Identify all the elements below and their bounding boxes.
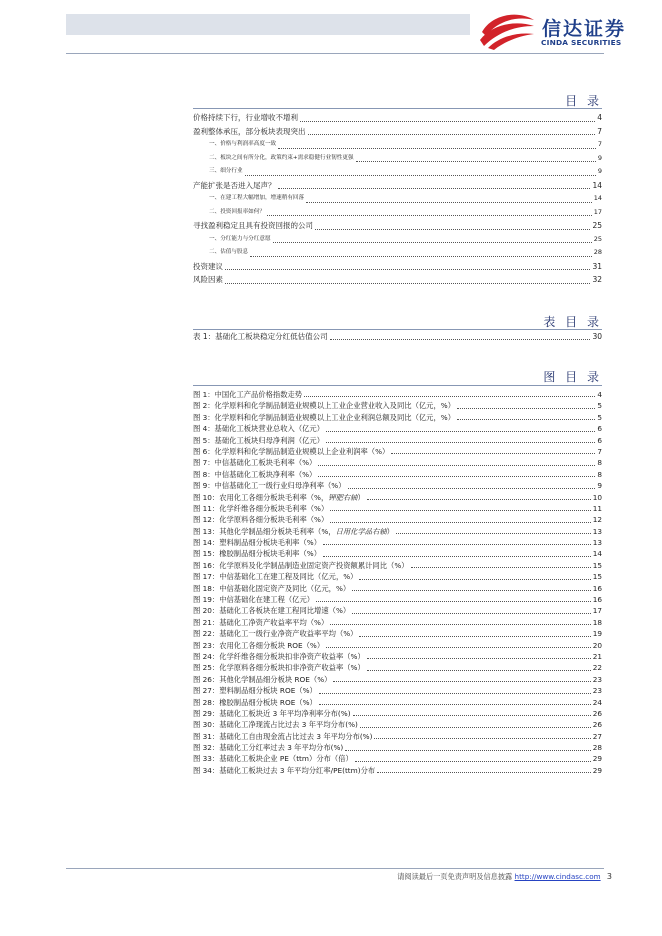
toc-entry-page: 8	[597, 458, 602, 468]
toc-dot-leader	[345, 750, 590, 751]
toc-entry-label-text: 图 22：基础化工一级行业净资产收益率平均（%）	[193, 629, 358, 639]
toc-entry[interactable]	[193, 742, 602, 753]
toc-dot-leader	[411, 567, 591, 568]
toc-entry-label-text: 图 14：塑料制品细分板块毛利率（%）	[193, 538, 321, 548]
toc-entry[interactable]	[193, 412, 602, 423]
toc-dot-leader	[304, 396, 595, 397]
toc-entry-page: 26	[592, 720, 602, 730]
toc-entry-label	[193, 503, 328, 514]
toc-entry-label-text: 图 13：其他化学制品细分板块毛利率（%，	[193, 526, 336, 536]
cinda-logo-icon	[478, 10, 538, 50]
toc-entry-label-text: 图 34：基础化工板块过去 3 年平均分红率/PE(ttm)分布	[193, 765, 376, 775]
toc-dot-leader	[326, 647, 591, 648]
toc-entry[interactable]	[193, 233, 602, 247]
toc-entry[interactable]	[193, 111, 602, 125]
toc-entry-label	[209, 206, 265, 220]
toc-entry-label-text: 图 11：化学纤维各细分板块毛利率（%）	[193, 503, 329, 513]
toc-dot-leader	[300, 121, 595, 122]
toc-entry-page: 29	[592, 765, 602, 775]
toc-entry[interactable]	[193, 617, 602, 628]
toc-entry-page: 7	[597, 140, 602, 148]
toc-dot-leader	[323, 556, 591, 557]
toc-entry-label-text: 风险因素	[193, 275, 223, 284]
toc-entry-label-text: 图 2：化学原料和化学制品制造业规模以上工业企业营业收入及同比（亿元，%）	[193, 401, 455, 411]
toc-entry-label-text: 图 9：中信基础化工一级行业归母净利率（%）	[193, 481, 346, 491]
header-bar	[66, 14, 470, 35]
main-toc-title: 目 录	[565, 94, 602, 108]
toc-dot-leader	[278, 148, 596, 149]
toc-entry-label	[193, 617, 328, 628]
toc-entry-page: 7	[597, 446, 602, 456]
toc-dot-leader	[330, 510, 590, 511]
toc-dot-leader	[377, 772, 590, 773]
figure-toc-title-rule	[193, 385, 602, 386]
toc-entry-label	[193, 605, 350, 616]
toc-entry-label-text: 图 4：基础化工板块营业总收入（亿元）	[193, 424, 325, 434]
toc-dot-leader	[330, 624, 590, 625]
toc-dot-leader	[330, 339, 591, 340]
toc-entry-page: 30	[592, 332, 602, 341]
toc-dot-leader	[318, 476, 595, 477]
toc-dot-leader	[319, 704, 591, 705]
toc-entry-label-text: 图 15：橡胶制品细分板块毛利率（%）	[193, 549, 321, 559]
toc-entry[interactable]	[193, 423, 602, 434]
header-divider	[66, 53, 604, 54]
toc-entry-label-text: 图 1：中国化工产品价格指数走势	[193, 389, 303, 399]
toc-dot-leader	[356, 161, 596, 162]
toc-entry-page: 10	[592, 492, 602, 502]
toc-entry-page: 32	[592, 275, 602, 284]
toc-dot-leader	[308, 134, 596, 135]
toc-entry[interactable]	[193, 526, 602, 537]
toc-entry-page: 14	[592, 549, 602, 559]
toc-entry-page: 14	[592, 180, 602, 190]
logo-english-name: CINDA SECURITIES	[541, 38, 622, 47]
toc-entry-page: 7	[597, 126, 602, 136]
toc-dot-leader	[326, 442, 595, 443]
toc-entry-label	[193, 583, 350, 594]
toc-entry[interactable]	[193, 246, 602, 260]
toc-entry-label	[193, 674, 331, 685]
toc-entry[interactable]	[193, 537, 602, 548]
toc-dot-leader	[319, 693, 591, 694]
toc-entry-label-text: 图 17：中信基础化工在建工程及同比（亿元，%）	[193, 572, 358, 582]
toc-entry-page: 20	[592, 640, 602, 650]
toc-entry-label-italic: 钾肥右轴	[328, 492, 358, 502]
toc-entry-label	[193, 492, 365, 503]
footer-divider	[66, 868, 604, 869]
toc-entry[interactable]	[193, 514, 602, 525]
toc-entry[interactable]	[193, 765, 602, 776]
toc-entry-label-text: 价格持续下行，行业增收不增利	[193, 113, 298, 122]
toc-entry[interactable]	[193, 708, 602, 719]
toc-entry-label	[193, 548, 321, 559]
toc-dot-leader	[245, 175, 596, 176]
toc-entry-label	[193, 273, 223, 287]
toc-entry-label-text: 图 20：基础化工各板块在建工程同比增速（%）	[193, 606, 351, 616]
toc-entry-page: 14	[593, 194, 602, 202]
toc-entry-label	[193, 697, 317, 708]
toc-entry-label	[193, 651, 365, 662]
toc-dot-leader	[360, 727, 591, 728]
toc-entry[interactable]	[193, 206, 602, 220]
toc-entry[interactable]	[193, 138, 602, 152]
toc-entry-label-text: 一、在建工程大幅增加，增速稍有回落	[209, 195, 305, 201]
footer	[397, 872, 612, 882]
toc-dot-leader	[352, 590, 591, 591]
footer-disclaimer: 请阅读最后一页免责声明及信息披露	[397, 872, 513, 881]
toc-entry-label-text: 图 16：化学原料及化学制品制造业固定资产投资额累计同比（%）	[193, 560, 409, 570]
toc-entry-label	[209, 192, 304, 206]
toc-entry-page: 4	[597, 389, 602, 399]
toc-entry[interactable]	[193, 273, 602, 287]
toc-dot-leader	[359, 636, 590, 637]
toc-dot-leader	[250, 256, 592, 257]
table-toc-title: 表 目 录	[543, 315, 602, 329]
toc-dot-leader	[323, 544, 591, 545]
toc-entry-label-tail: ）	[386, 526, 394, 536]
toc-dot-leader	[316, 601, 591, 602]
toc-entry-label	[193, 330, 328, 343]
toc-entry[interactable]	[193, 674, 602, 685]
toc-entry-page: 6	[597, 424, 602, 434]
toc-entry-page: 26	[592, 708, 602, 718]
toc-entry[interactable]	[193, 179, 602, 193]
toc-entry-page: 23	[592, 686, 602, 696]
toc-entry-label	[193, 594, 314, 605]
toc-entry-label-text: 图 24：化学纤维各细分板块扣非净资产收益率（%）	[193, 651, 365, 661]
toc-dot-leader	[225, 283, 590, 284]
toc-dot-leader	[367, 670, 591, 671]
toc-dot-leader	[367, 658, 591, 659]
toc-entry-label	[193, 179, 276, 193]
toc-entry-page: 23	[592, 674, 602, 684]
toc-entry-page: 25	[592, 221, 602, 230]
toc-entry-label	[193, 412, 455, 423]
toc-entry-label-tail: ）	[357, 492, 365, 502]
toc-entry[interactable]	[193, 219, 602, 233]
toc-dot-leader	[326, 431, 595, 432]
toc-entry-page: 17	[592, 606, 602, 616]
toc-dot-leader	[391, 453, 595, 454]
toc-entry-label	[193, 389, 302, 400]
toc-entry-label	[193, 731, 372, 742]
toc-entry-page: 16	[592, 595, 602, 605]
toc-entry[interactable]	[193, 165, 602, 179]
toc-entry-label-text: 图 18：中信基础化固定资产及同比（亿元，%）	[193, 583, 351, 593]
toc-entry-label-text: 图 6：化学原料和化学制品制造业规模以上企业利润率（%）	[193, 446, 390, 456]
toc-entry[interactable]	[193, 389, 602, 400]
toc-entry-label-text: 图 5：基础化工板块归母净利润（亿元）	[193, 435, 325, 445]
toc-entry-label-text: 图 30：基础化工净现流占比过去 3 年平均分布(%)	[193, 720, 358, 730]
toc-entry-label-text: 图 7：中信基础化工板块毛利率（%）	[193, 458, 317, 468]
toc-entry-label	[193, 469, 316, 480]
figure-toc-title: 图 目 录	[543, 370, 602, 384]
toc-entry-page: 24	[592, 697, 602, 707]
toc-entry-page: 15	[592, 560, 602, 570]
toc-entry-label	[193, 111, 298, 125]
toc-entry[interactable]	[193, 662, 602, 673]
toc-entry-label-text: 图 28：橡胶制品细分板块 ROE（%）	[193, 697, 317, 707]
toc-entry-label	[193, 526, 394, 537]
toc-entry-label	[193, 662, 365, 673]
toc-entry-page: 13	[592, 526, 602, 536]
toc-entry-label	[193, 537, 321, 548]
table-toc-list	[193, 330, 602, 343]
toc-entry-label	[209, 233, 271, 247]
toc-entry-label	[193, 742, 343, 753]
toc-entry-label	[193, 514, 328, 525]
page-number: 3	[606, 872, 612, 881]
toc-entry[interactable]	[193, 446, 602, 457]
toc-entry-label-text: 二、投资回报率如何？	[209, 208, 265, 215]
toc-entry-label-text: 图 3：化学原料和化学制品制造业规模以上工业企业利润总额及同比（亿元，%）	[193, 412, 455, 422]
toc-entry-label-text: 投资建议	[193, 261, 223, 271]
toc-entry[interactable]	[193, 583, 602, 594]
toc-entry-label	[193, 125, 306, 139]
toc-entry-label-text: 图 29：基础化工板块近 3 年平均净利率分布(%)	[193, 708, 351, 718]
toc-entry-label	[193, 435, 324, 446]
toc-entry-label	[209, 165, 243, 179]
toc-entry-page: 9	[597, 481, 602, 491]
toc-entry[interactable]	[193, 571, 602, 582]
toc-entry-label	[193, 753, 353, 764]
toc-dot-leader	[359, 579, 590, 580]
toc-entry-label	[193, 260, 223, 274]
toc-entry-label-text: 产能扩张是否进入尾声？	[193, 180, 276, 190]
toc-entry[interactable]	[193, 548, 602, 559]
toc-entry-page: 9	[597, 167, 602, 175]
toc-entry-page: 4	[597, 113, 602, 122]
toc-dot-leader	[367, 499, 591, 500]
toc-entry[interactable]	[193, 125, 602, 139]
toc-entry-page: 22	[592, 663, 602, 673]
toc-entry[interactable]	[193, 492, 602, 503]
toc-entry-label	[193, 719, 358, 730]
toc-entry-page: 5	[597, 412, 602, 422]
toc-entry[interactable]	[193, 594, 602, 605]
toc-entry-page: 15	[592, 572, 602, 582]
toc-entry-label-text: 图 32：基础化工分红率过去 3 年平均分布(%)	[193, 743, 344, 753]
toc-entry-page: 21	[592, 651, 602, 661]
toc-entry-label-text: 一、分红能力与分红意愿	[209, 235, 271, 242]
toc-entry[interactable]	[193, 435, 602, 446]
toc-entry-label-text: 图 10：农用化工各细分板块毛利率（%，	[193, 492, 329, 502]
toc-dot-leader	[374, 738, 590, 739]
toc-entry[interactable]	[193, 731, 602, 742]
toc-entry-label-text: 图 8：中信基础化工板块净利率（%）	[193, 469, 317, 479]
toc-entry-label-text: 寻找盈利稳定且具有投资回报的公司	[193, 221, 313, 230]
toc-entry-label-text: 图 19：中信基础化在建工程（亿元）	[193, 595, 315, 605]
toc-dot-leader	[333, 681, 590, 682]
toc-dot-leader	[273, 242, 592, 243]
toc-entry-label	[193, 446, 389, 457]
toc-entry-page: 28	[592, 743, 602, 753]
toc-entry-label-text: 二、板块之间有所分化，政策约束+需求稳健行业韧性更强	[209, 154, 354, 161]
toc-entry[interactable]	[193, 719, 602, 730]
toc-entry[interactable]	[193, 457, 602, 468]
toc-entry-label	[209, 246, 248, 260]
toc-entry-page: 16	[592, 583, 602, 593]
toc-entry[interactable]	[193, 651, 602, 662]
toc-entry[interactable]	[193, 260, 602, 274]
toc-entry[interactable]	[193, 152, 602, 166]
figure-toc-list	[193, 389, 602, 776]
logo	[478, 10, 638, 50]
toc-entry[interactable]	[193, 560, 602, 571]
toc-entry-label-text: 三、细分行业	[209, 168, 243, 174]
toc-entry-label	[193, 708, 351, 719]
toc-entry-page: 12	[592, 515, 602, 525]
toc-entry-label-italic: 日用化学品右轴	[335, 526, 387, 536]
toc-entry-label	[193, 628, 357, 639]
toc-entry-page: 27	[592, 731, 602, 741]
toc-entry-label	[209, 138, 276, 152]
toc-entry[interactable]	[193, 192, 602, 206]
toc-entry-label-text: 一、价格与利润率高度一致	[209, 141, 277, 147]
toc-dot-leader	[318, 465, 595, 466]
toc-dot-leader	[225, 269, 590, 270]
toc-entry-label	[193, 480, 346, 491]
toc-entry-label-text: 图 23：农用化工各细分板块 ROE（%）	[193, 640, 325, 650]
toc-entry-label-text: 表 1：基础化工板块稳定分红低估值公司	[193, 332, 328, 341]
toc-entry[interactable]	[193, 400, 602, 411]
toc-entry[interactable]	[193, 685, 602, 696]
toc-dot-leader	[278, 188, 591, 189]
toc-entry[interactable]	[193, 480, 602, 491]
main-toc-list	[193, 111, 602, 287]
toc-entry-label	[193, 423, 324, 434]
toc-entry-label-text: 图 27：塑料制品细分板块 ROE（%）	[193, 686, 317, 696]
toc-entry-label	[193, 640, 324, 651]
toc-entry-page: 9	[597, 153, 602, 162]
toc-entry-page: 25	[593, 234, 602, 243]
main-toc-title-rule	[193, 108, 602, 109]
toc-dot-leader	[267, 215, 592, 216]
footer-website-link[interactable]: http://www.cindasc.com	[514, 872, 601, 881]
toc-entry-page: 6	[597, 435, 602, 445]
toc-dot-leader	[330, 522, 590, 523]
toc-entry-page: 18	[592, 617, 602, 627]
toc-entry-page: 31	[592, 261, 602, 271]
toc-dot-leader	[353, 715, 591, 716]
toc-entry-page: 5	[597, 401, 602, 411]
toc-entry-label	[193, 219, 313, 233]
toc-dot-leader	[315, 229, 590, 230]
toc-entry-page: 8	[597, 469, 602, 479]
toc-entry-page: 28	[593, 248, 602, 256]
toc-dot-leader	[348, 488, 596, 489]
toc-entry-label-text: 图 21：基础化工净资产收益率平均（%）	[193, 617, 329, 627]
toc-entry-label	[193, 571, 357, 582]
toc-entry[interactable]	[193, 605, 602, 616]
toc-dot-leader	[457, 419, 595, 420]
toc-entry-label	[193, 560, 409, 571]
toc-dot-leader	[306, 202, 592, 203]
toc-entry-label-text: 图 26：其他化学制品细分板块 ROE（%）	[193, 674, 332, 684]
logo-chinese-name: 信达证券	[542, 18, 627, 40]
toc-dot-leader	[457, 408, 595, 409]
toc-entry[interactable]	[193, 640, 602, 651]
toc-entry-page: 19	[592, 629, 602, 639]
toc-entry-label-text: 盈利整体承压，部分板块表现突出	[193, 126, 306, 136]
toc-entry[interactable]	[193, 697, 602, 708]
toc-entry[interactable]	[193, 628, 602, 639]
toc-entry-page: 11	[592, 503, 602, 513]
toc-entry-label	[193, 685, 317, 696]
toc-entry-page: 17	[593, 207, 602, 216]
toc-dot-leader	[396, 533, 591, 534]
toc-entry-page: 13	[592, 538, 602, 548]
toc-entry-label-text: 图 12：化学原料各细分板块毛利率（%）	[193, 515, 329, 525]
toc-entry-label-text: 图 25：化学原料各细分板块扣非净资产收益率（%）	[193, 663, 365, 673]
toc-dot-leader	[355, 761, 591, 762]
toc-dot-leader	[352, 613, 591, 614]
toc-entry[interactable]	[193, 330, 602, 343]
toc-entry[interactable]	[193, 754, 602, 765]
toc-entry-label	[193, 400, 455, 411]
toc-entry-page: 29	[592, 754, 602, 764]
toc-entry-label-text: 二、估值与股息	[209, 249, 249, 255]
toc-entry[interactable]	[193, 469, 602, 480]
toc-entry-label-text: 图 31：基础化工自由现金流占比过去 3 年平均分布(%)	[193, 731, 373, 741]
toc-entry[interactable]	[193, 503, 602, 514]
toc-entry-label	[209, 152, 354, 166]
toc-entry-label	[193, 457, 316, 468]
toc-entry-label	[193, 765, 375, 776]
toc-entry-label-text: 图 33：基础化工板块企业 PE（ttm）分布（倍）	[193, 754, 353, 764]
